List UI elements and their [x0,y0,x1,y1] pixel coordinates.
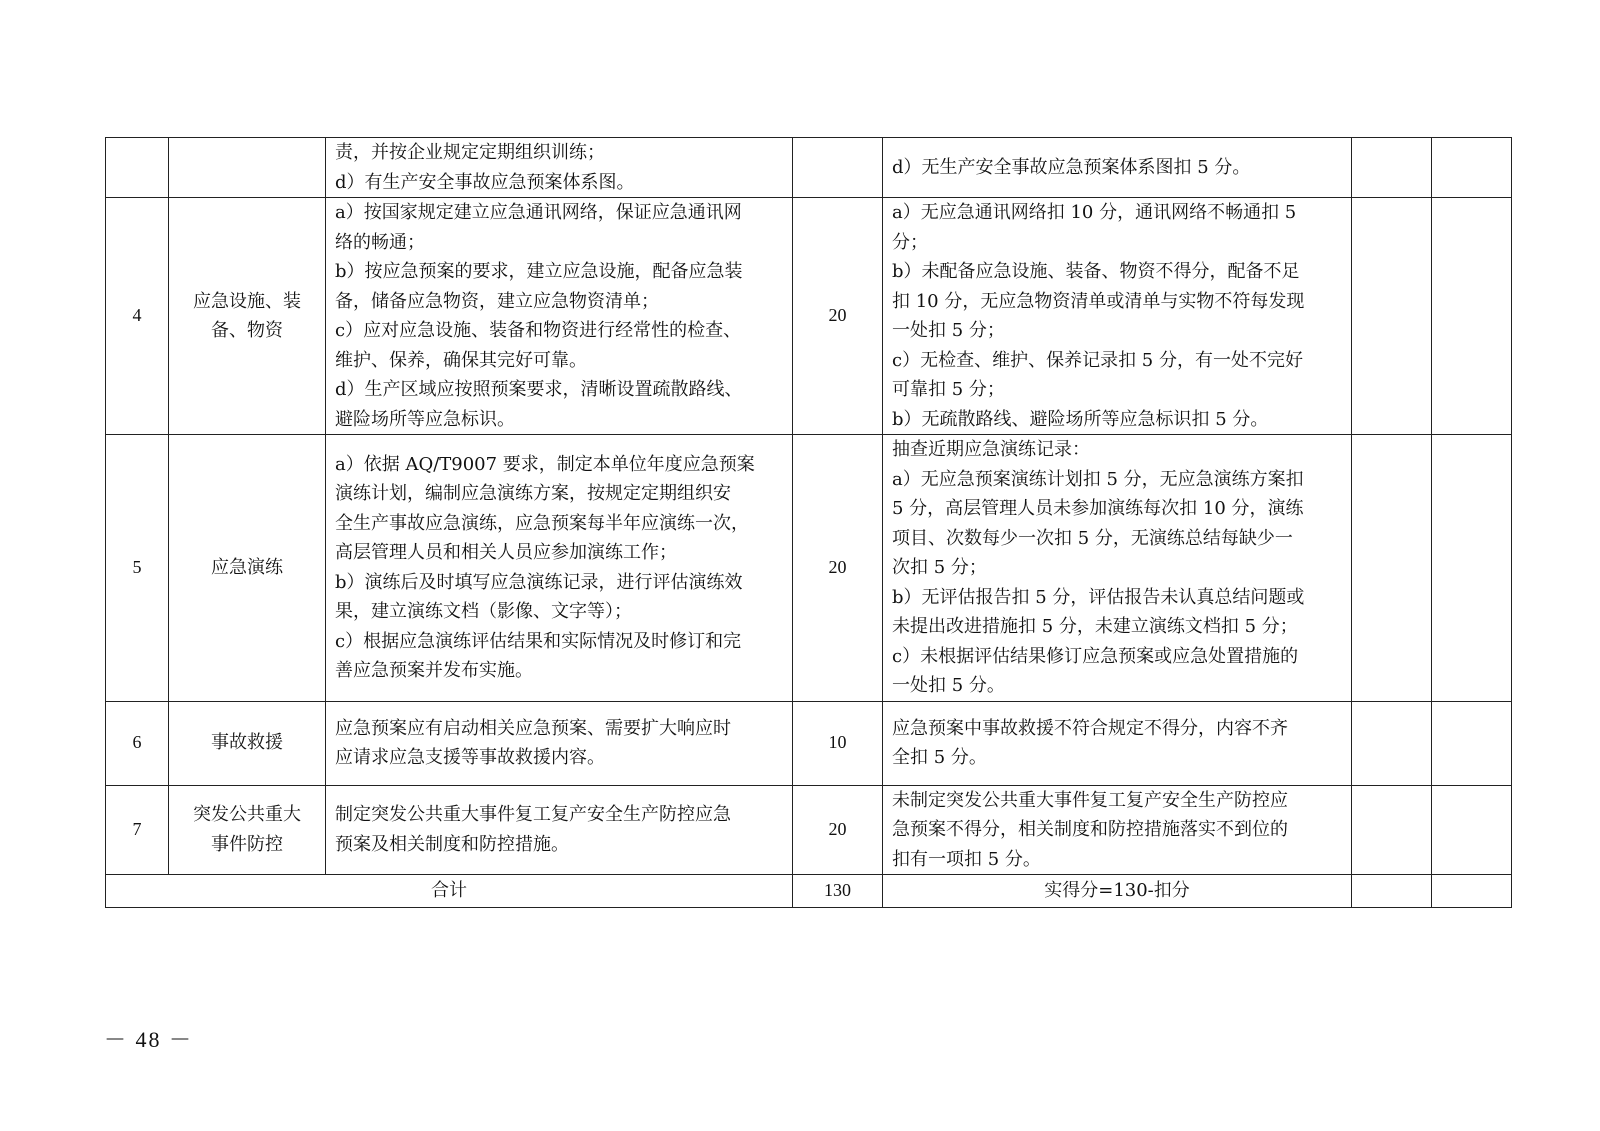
requirement-text [326,450,792,686]
text-line: 次扣 5 分； [892,557,987,578]
text-line: c）根据应急演练评估结果和实际情况及时修订和完 [335,630,742,652]
item-name [169,198,326,435]
row-number [106,138,169,198]
blank-cell [1432,138,1512,198]
blank-cell [1432,701,1512,785]
text-line: b）未配备应急设施、装备、物资不得分，配备不足 [892,261,1300,282]
table-row [106,785,1512,875]
table-row [106,138,1512,198]
blank-cell [1352,875,1432,908]
blank-cell [1352,198,1432,435]
text-line: 络的畅通； [335,231,425,253]
scoring-text [883,714,1351,773]
row-number: 7 [106,785,169,875]
table-row [106,435,1512,702]
requirement-text [326,800,792,859]
text-line: b）演练后及时填写应急演练记录，进行评估演练效 [335,571,743,593]
blank-cell [1352,435,1432,702]
text-line: 备、物资 [211,320,283,341]
text-line: a）依据 AQ/T9007 要求，制定本单位年度应急预案 [335,453,755,475]
text-line: c）无检查、维护、保养记录扣 5 分，有一处不完好 [892,349,1303,371]
scoring-method [883,138,1352,198]
blank-cell [1352,785,1432,875]
standard-score [793,138,883,198]
text-line: 应请求应急支援等事故救援内容。 [335,747,605,768]
scoring-method [883,435,1352,702]
standard-score: 20 [793,435,883,702]
row-number: 5 [106,435,169,702]
text-line: 扣有一项扣 5 分。 [892,848,1041,870]
scoring-method [883,785,1352,875]
text-line: 责，并按企业规定定期组织训练； [335,142,605,163]
text-line: 全生产事故应急演练，应急预案每半年应演练一次， [335,512,749,534]
text-line: 5 分，高层管理人员未参加演练每次扣 10 分，演练 [892,498,1304,519]
text-line: b）按应急预案的要求，建立应急设施，配备应急装 [335,261,743,282]
blank-cell [1432,875,1512,908]
blank-cell [1352,138,1432,198]
total-row [106,875,1512,908]
item-name [169,701,326,785]
text-line: a）无应急通讯网络扣 10 分，通讯网络不畅通扣 5 [892,202,1297,223]
scoring-text [883,153,1351,183]
text-line: 急预案不得分，相关制度和防控措施落实不到位的 [892,819,1288,840]
requirement-text [326,138,792,197]
text-line: 预案及相关制度和防控措施。 [335,833,569,855]
scoring-text [883,786,1351,875]
blank-cell [1432,785,1512,875]
page-number: － 48 － [104,1027,194,1052]
text-line: c）未根据评估结果修订应急预案或应急处置措施的 [892,645,1299,667]
scoring-text [883,435,1351,701]
text-line: b）无疏散路线、避险场所等应急标识扣 5 分。 [892,408,1269,430]
text-line: 制定突发公共重大事件复工复产安全生产防控应急 [335,804,731,826]
text-line: d）无生产安全事故应急预案体系图扣 5 分。 [892,156,1251,178]
text-line: a）按国家规定建立应急通讯网络，保证应急通讯网 [335,202,742,223]
text-line: 扣 10 分，无应急物资清单或清单与实物不符每发现 [892,290,1305,312]
item-name [169,785,326,875]
text-line: 一处扣 5 分； [892,320,1005,341]
text-line: 高层管理人员和相关人员应参加演练工作； [335,542,677,564]
requirement-text [326,714,792,773]
text-line: b）无评估报告扣 5 分，评估报告未认真总结问题或 [892,586,1305,608]
item-name [169,435,326,702]
total-label: 合计 [106,875,793,908]
text-line: 抽查近期应急演练记录： [892,439,1090,460]
text-line: 应急预案中事故救援不符合规定不得分，内容不齐 [892,717,1288,739]
standard-score: 10 [793,701,883,785]
requirement-text [326,198,792,434]
text-line: 事件防控 [211,833,283,855]
blank-cell [1432,435,1512,702]
text-line: 应急设施、装 [193,290,301,312]
requirement-content [326,435,793,702]
requirement-content [326,785,793,875]
text-line: 演练计划，编制应急演练方案，按规定定期组织安 [335,483,731,505]
scoring-method [883,198,1352,435]
text-line: 可靠扣 5 分； [892,379,1005,400]
text-line: 项目、次数每少一次扣 5 分，无演练总结每缺少一 [892,527,1293,549]
scoring-table [105,137,1512,908]
row-number: 4 [106,198,169,435]
text-line: 应急预案应有启动相关应急预案、需要扩大响应时 [335,717,731,739]
text-line: 善应急预案并发布实施。 [335,660,533,682]
standard-score: 20 [793,198,883,435]
standard-score: 20 [793,785,883,875]
text-line: 突发公共重大 [193,804,301,826]
table-row [106,701,1512,785]
scoring-text [883,198,1351,434]
blank-cell [1352,701,1432,785]
text-line: 避险场所等应急标识。 [335,408,515,430]
text-line: 未制定突发公共重大事件复工复产安全生产防控应 [892,789,1288,811]
text-line: 一处扣 5 分。 [892,675,1005,696]
total-formula: 实得分=130-扣分 [883,875,1352,908]
text-line: 果，建立演练文档（影像、文字等）； [335,601,632,623]
text-line: d）生产区域应按照预案要求，清晰设置疏散路线、 [335,379,743,400]
text-line: c）应对应急设施、装备和物资进行经常性的检查、 [335,320,742,341]
text-line: 备，储备应急物资，建立应急物资清单； [335,290,659,312]
text-line: 维护、保养，确保其完好可靠。 [335,349,587,371]
text-line: 应急演练 [211,557,283,578]
requirement-content [326,198,793,435]
requirement-content [326,138,793,198]
text-line: d）有生产安全事故应急预案体系图。 [335,171,635,193]
total-score: 130 [793,875,883,908]
item-name [169,138,326,198]
row-number: 6 [106,701,169,785]
scoring-method [883,701,1352,785]
requirement-content [326,701,793,785]
text-line: a）无应急预案演练计划扣 5 分，无应急演练方案扣 [892,468,1304,490]
blank-cell [1432,198,1512,435]
text-line: 分； [892,231,928,253]
table-row [106,198,1512,435]
text-line: 事故救援 [211,732,283,754]
text-line: 全扣 5 分。 [892,747,987,768]
text-line: 未提出改进措施扣 5 分，未建立演练文档扣 5 分； [892,616,1298,637]
